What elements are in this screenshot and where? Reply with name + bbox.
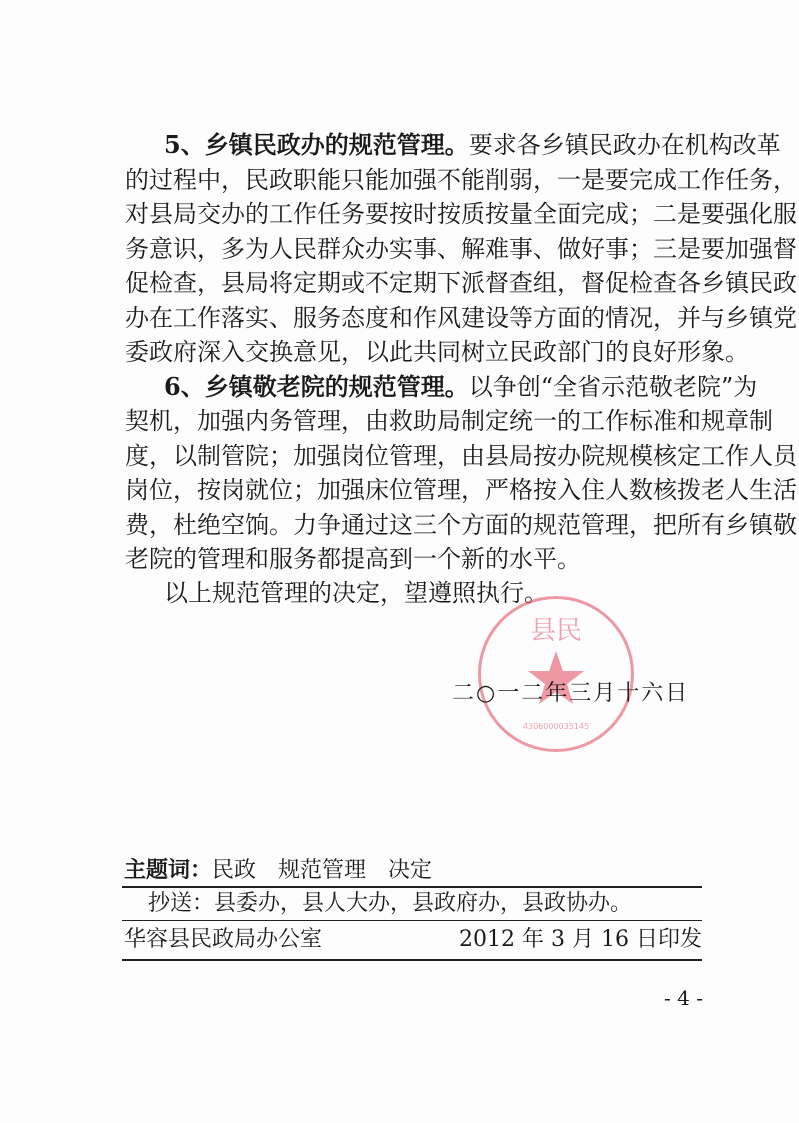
paragraph-line: 促检查，县局将定期或不定期下派督查组，督促检查各乡镇民政 bbox=[125, 269, 797, 297]
divider bbox=[122, 886, 702, 888]
paragraph-line: 老院的管理和服务都提高到一个新的水平。 bbox=[125, 545, 581, 573]
paragraph-text: 以争创“全省示范敬老院”为 bbox=[468, 373, 758, 401]
keywords-label: 主题词： bbox=[124, 857, 213, 883]
svg-text:4306000035145: 4306000035145 bbox=[522, 722, 590, 731]
page-number: - 4 - bbox=[664, 986, 703, 1010]
paragraph-line: 契机，加强内务管理，由救助局制定统一的工作标准和规章制 bbox=[125, 407, 773, 435]
signature-date: 二○一二年三月十六日 bbox=[452, 681, 690, 706]
seal-star-icon bbox=[481, 599, 631, 749]
paragraph-line: 对县局交办的工作任务要按时按质按量全面完成；二是要强化服 bbox=[125, 200, 797, 228]
paragraph-line: 务意识，多为人民群众办实事、解难事、做好事；三是要加强督 bbox=[125, 235, 797, 263]
paragraph-line: 的过程中，民政职能只能加强不能削弱，一是要完成工作任务， bbox=[125, 166, 797, 194]
paragraph-heading: 6、乡镇敬老院的规范管理。 bbox=[164, 372, 469, 401]
issue-date: 2012 年 3 月 16 日印发 bbox=[459, 927, 702, 952]
paragraph-text: 要求各乡镇民政办在机构改革 bbox=[468, 131, 781, 159]
paragraph-line: 费，杜绝空饷。力争通过这三个方面的规范管理，把所有乡镇敬 bbox=[125, 511, 797, 539]
paragraph-line bbox=[164, 130, 781, 160]
paragraph-line: 岗位，按岗就位；加强床位管理，严格按入住人数核拨老人生活 bbox=[125, 476, 797, 504]
cc-list: 抄送：县委办，县人大办，县政府办，县政协办。 bbox=[148, 891, 633, 916]
official-seal bbox=[478, 596, 634, 752]
divider bbox=[122, 959, 702, 961]
closing-sentence: 以上规范管理的决定，望遵照执行。 bbox=[164, 579, 548, 607]
issuer: 华容县民政局办公室 bbox=[124, 927, 323, 952]
paragraph-line: 委政府深入交换意见，以此共同树立民政部门的良好形象。 bbox=[125, 338, 749, 366]
divider bbox=[122, 920, 702, 921]
paragraph-line: 办在工作落实、服务态度和作风建设等方面的情况，并与乡镇党 bbox=[125, 304, 797, 332]
svg-text:县民: 县民 bbox=[529, 616, 583, 646]
keywords: 民政 规范管理 决定 bbox=[212, 858, 433, 883]
paragraph-line bbox=[164, 372, 758, 402]
paragraph-line: 度，以制管院；加强岗位管理，由县局按办院规模核定工作人员 bbox=[125, 442, 797, 470]
paragraph-heading: 5、乡镇民政办的规范管理。 bbox=[164, 130, 469, 159]
keywords-row bbox=[124, 856, 432, 885]
